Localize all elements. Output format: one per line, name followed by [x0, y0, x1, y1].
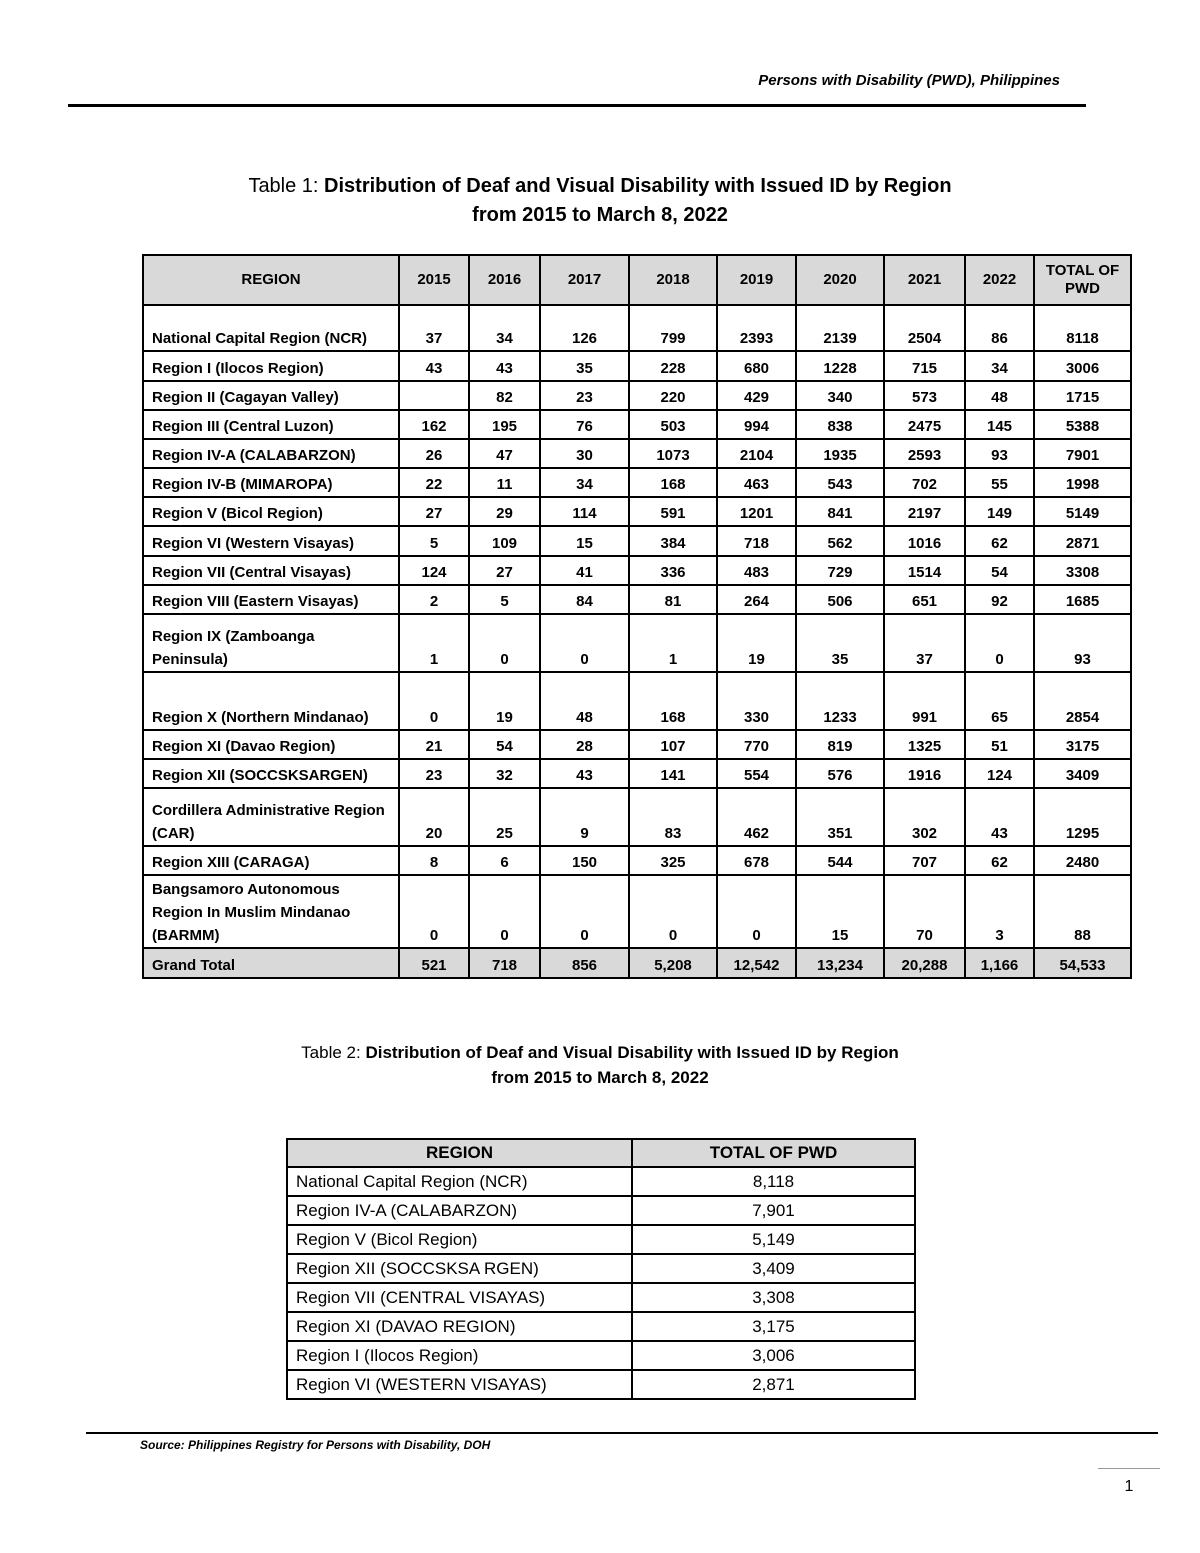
- value-cell: 3,409: [632, 1254, 915, 1283]
- table-row: [287, 1283, 915, 1312]
- grand-total-value: 5,208: [629, 948, 717, 978]
- table1-header-cell: 2016: [469, 255, 540, 305]
- value-cell: 0: [399, 672, 469, 730]
- value-cell: 5: [399, 526, 469, 556]
- value-cell: 9: [540, 788, 629, 846]
- table2-title-lead: Table 2:: [301, 1043, 361, 1062]
- value-cell: 325: [629, 846, 717, 875]
- value-cell: 51: [965, 730, 1034, 759]
- table-row: [143, 305, 1131, 351]
- region-name-cell: Region VI (Western Visayas): [143, 526, 399, 556]
- value-cell: 35: [796, 614, 884, 672]
- table2-header-cell: REGION: [287, 1139, 632, 1167]
- table1-header-cell: 2017: [540, 255, 629, 305]
- value-cell: 2104: [717, 439, 796, 468]
- value-cell: 506: [796, 585, 884, 614]
- region-name-cell: Region XI (Davao Region): [143, 730, 399, 759]
- source-note: Source: Philippines Registry for Persons with Disability, DOH: [140, 1438, 491, 1452]
- page-number: 1: [1124, 1478, 1134, 1495]
- value-cell: 0: [965, 614, 1034, 672]
- value-cell: 7901: [1034, 439, 1131, 468]
- value-cell: 0: [399, 875, 469, 948]
- value-cell: 109: [469, 526, 540, 556]
- table-row: [143, 788, 1131, 846]
- value-cell: 41: [540, 556, 629, 585]
- value-cell: 573: [884, 381, 965, 410]
- value-cell: 15: [796, 875, 884, 948]
- value-cell: 54: [469, 730, 540, 759]
- value-cell: 991: [884, 672, 965, 730]
- value-cell: 30: [540, 439, 629, 468]
- table-row: [287, 1167, 915, 1196]
- table1-header-cell: REGION: [143, 255, 399, 305]
- value-cell: 86: [965, 305, 1034, 351]
- value-cell: [399, 381, 469, 410]
- table1-header-cell: 2018: [629, 255, 717, 305]
- grand-total-value: 20,288: [884, 948, 965, 978]
- value-cell: 43: [399, 351, 469, 381]
- value-cell: 0: [629, 875, 717, 948]
- region-name-cell: Region XII (SOCCSKSA RGEN): [287, 1254, 632, 1283]
- table-row: [143, 614, 1131, 672]
- value-cell: 1: [399, 614, 469, 672]
- value-cell: 2197: [884, 497, 965, 526]
- value-cell: 11: [469, 468, 540, 497]
- region-name-cell: Region V (Bicol Region): [287, 1225, 632, 1254]
- value-cell: 37: [399, 305, 469, 351]
- table-row: [287, 1196, 915, 1225]
- table-row: [143, 556, 1131, 585]
- table-row: [143, 468, 1131, 497]
- value-cell: 70: [884, 875, 965, 948]
- value-cell: 1073: [629, 439, 717, 468]
- value-cell: 114: [540, 497, 629, 526]
- table-row: [287, 1312, 915, 1341]
- value-cell: 23: [540, 381, 629, 410]
- table2: [286, 1138, 916, 1400]
- value-cell: 54: [965, 556, 1034, 585]
- value-cell: 0: [540, 614, 629, 672]
- value-cell: 43: [965, 788, 1034, 846]
- value-cell: 3,308: [632, 1283, 915, 1312]
- grand-total-label: Grand Total: [143, 948, 399, 978]
- value-cell: 544: [796, 846, 884, 875]
- value-cell: 32: [469, 759, 540, 788]
- value-cell: 2: [399, 585, 469, 614]
- value-cell: 715: [884, 351, 965, 381]
- value-cell: 562: [796, 526, 884, 556]
- grand-total-value: 12,542: [717, 948, 796, 978]
- value-cell: 27: [399, 497, 469, 526]
- value-cell: 729: [796, 556, 884, 585]
- value-cell: 429: [717, 381, 796, 410]
- table1-header-cell: 2019: [717, 255, 796, 305]
- value-cell: 55: [965, 468, 1034, 497]
- value-cell: 2871: [1034, 526, 1131, 556]
- value-cell: 3409: [1034, 759, 1131, 788]
- value-cell: 799: [629, 305, 717, 351]
- value-cell: 680: [717, 351, 796, 381]
- table2-header-cell: TOTAL OF PWD: [632, 1139, 915, 1167]
- value-cell: 340: [796, 381, 884, 410]
- value-cell: 19: [717, 614, 796, 672]
- table1-header-cell: 2015: [399, 255, 469, 305]
- value-cell: 554: [717, 759, 796, 788]
- table-row: [143, 846, 1131, 875]
- value-cell: 2854: [1034, 672, 1131, 730]
- value-cell: 76: [540, 410, 629, 439]
- value-cell: 21: [399, 730, 469, 759]
- region-name-cell: Region VI (WESTERN VISAYAS): [287, 1370, 632, 1399]
- value-cell: 503: [629, 410, 717, 439]
- grand-total-value: 13,234: [796, 948, 884, 978]
- table1-header-row: [143, 255, 1131, 305]
- value-cell: 707: [884, 846, 965, 875]
- table2-title-text: Distribution of Deaf and Visual Disability with Issued ID by Region: [360, 1043, 899, 1062]
- grand-total-value: 1,166: [965, 948, 1034, 978]
- table1-title-lead: Table 1:: [248, 175, 319, 197]
- table1-header-cell: 2022: [965, 255, 1034, 305]
- value-cell: 3308: [1034, 556, 1131, 585]
- value-cell: 168: [629, 468, 717, 497]
- table-row: [143, 526, 1131, 556]
- grand-total-row: [143, 948, 1131, 978]
- grand-total-value: 54,533: [1034, 948, 1131, 978]
- table1-header-cell: 2020: [796, 255, 884, 305]
- value-cell: 62: [965, 526, 1034, 556]
- value-cell: 20: [399, 788, 469, 846]
- value-cell: 195: [469, 410, 540, 439]
- value-cell: 34: [965, 351, 1034, 381]
- value-cell: 82: [469, 381, 540, 410]
- value-cell: 838: [796, 410, 884, 439]
- value-cell: 591: [629, 497, 717, 526]
- value-cell: 1295: [1034, 788, 1131, 846]
- value-cell: 2504: [884, 305, 965, 351]
- value-cell: 107: [629, 730, 717, 759]
- value-cell: 330: [717, 672, 796, 730]
- value-cell: 2475: [884, 410, 965, 439]
- region-name-cell: Region XIII (CARAGA): [143, 846, 399, 875]
- table-row: [287, 1225, 915, 1254]
- grand-total-value: 521: [399, 948, 469, 978]
- table1-title-text: Distribution of Deaf and Visual Disability with Issued ID by Region: [318, 175, 952, 197]
- region-name-cell: Region I (Ilocos Region): [287, 1341, 632, 1370]
- value-cell: 8,118: [632, 1167, 915, 1196]
- table-row: [287, 1254, 915, 1283]
- value-cell: 81: [629, 585, 717, 614]
- value-cell: 3006: [1034, 351, 1131, 381]
- value-cell: 841: [796, 497, 884, 526]
- grand-total-value: 718: [469, 948, 540, 978]
- value-cell: 770: [717, 730, 796, 759]
- region-name-cell: Bangsamoro Autonomous Region In Muslim Mindanao (BARMM): [143, 875, 399, 948]
- table1: [142, 254, 1132, 979]
- value-cell: 34: [540, 468, 629, 497]
- value-cell: 35: [540, 351, 629, 381]
- value-cell: 0: [469, 875, 540, 948]
- value-cell: 1935: [796, 439, 884, 468]
- value-cell: 62: [965, 846, 1034, 875]
- value-cell: 93: [965, 439, 1034, 468]
- region-name-cell: Region III (Central Luzon): [143, 410, 399, 439]
- value-cell: 1201: [717, 497, 796, 526]
- value-cell: 145: [965, 410, 1034, 439]
- value-cell: 141: [629, 759, 717, 788]
- value-cell: 1715: [1034, 381, 1131, 410]
- table-row: [143, 875, 1131, 948]
- value-cell: 8: [399, 846, 469, 875]
- value-cell: 5,149: [632, 1225, 915, 1254]
- value-cell: 124: [965, 759, 1034, 788]
- value-cell: 168: [629, 672, 717, 730]
- region-name-cell: Region I (Ilocos Region): [143, 351, 399, 381]
- value-cell: 678: [717, 846, 796, 875]
- table1-title-line2: from 2015 to March 8, 2022: [472, 204, 728, 226]
- value-cell: 0: [717, 875, 796, 948]
- value-cell: 0: [469, 614, 540, 672]
- region-name-cell: Cordillera Administrative Region (CAR): [143, 788, 399, 846]
- value-cell: 150: [540, 846, 629, 875]
- value-cell: 48: [965, 381, 1034, 410]
- value-cell: 994: [717, 410, 796, 439]
- value-cell: 384: [629, 526, 717, 556]
- value-cell: 1916: [884, 759, 965, 788]
- region-name-cell: Region V (Bicol Region): [143, 497, 399, 526]
- grand-total-value: 856: [540, 948, 629, 978]
- value-cell: 3: [965, 875, 1034, 948]
- table-row: [287, 1370, 915, 1399]
- region-name-cell: Region IV-B (MIMAROPA): [143, 468, 399, 497]
- value-cell: 47: [469, 439, 540, 468]
- value-cell: 7,901: [632, 1196, 915, 1225]
- table2-header-row: [287, 1139, 915, 1167]
- value-cell: 483: [717, 556, 796, 585]
- footer-divider: [86, 1432, 1158, 1434]
- value-cell: 88: [1034, 875, 1131, 948]
- value-cell: 162: [399, 410, 469, 439]
- value-cell: 576: [796, 759, 884, 788]
- region-name-cell: National Capital Region (NCR): [143, 305, 399, 351]
- region-name-cell: Region VII (Central Visayas): [143, 556, 399, 585]
- value-cell: 220: [629, 381, 717, 410]
- region-name-cell: National Capital Region (NCR): [287, 1167, 632, 1196]
- running-header: Persons with Disability (PWD), Philippines: [758, 72, 1060, 89]
- value-cell: 2393: [717, 305, 796, 351]
- table-row: [143, 497, 1131, 526]
- table-row: [143, 439, 1131, 468]
- value-cell: 264: [717, 585, 796, 614]
- value-cell: 463: [717, 468, 796, 497]
- region-name-cell: Region X (Northern Mindanao): [143, 672, 399, 730]
- value-cell: 34: [469, 305, 540, 351]
- value-cell: 1: [629, 614, 717, 672]
- value-cell: 92: [965, 585, 1034, 614]
- region-name-cell: Region IV-A (CALABARZON): [143, 439, 399, 468]
- table-row: [143, 730, 1131, 759]
- value-cell: 124: [399, 556, 469, 585]
- value-cell: 23: [399, 759, 469, 788]
- value-cell: 2139: [796, 305, 884, 351]
- value-cell: 2480: [1034, 846, 1131, 875]
- value-cell: 228: [629, 351, 717, 381]
- value-cell: 6: [469, 846, 540, 875]
- region-name-cell: Region II (Cagayan Valley): [143, 381, 399, 410]
- value-cell: 22: [399, 468, 469, 497]
- value-cell: 37: [884, 614, 965, 672]
- value-cell: 3,175: [632, 1312, 915, 1341]
- value-cell: 84: [540, 585, 629, 614]
- table-row: [143, 351, 1131, 381]
- value-cell: 718: [717, 526, 796, 556]
- value-cell: 83: [629, 788, 717, 846]
- value-cell: 2593: [884, 439, 965, 468]
- value-cell: 1228: [796, 351, 884, 381]
- value-cell: 1514: [884, 556, 965, 585]
- region-name-cell: Region IV-A (CALABARZON): [287, 1196, 632, 1225]
- table-row: [143, 759, 1131, 788]
- value-cell: 5: [469, 585, 540, 614]
- table2-title: [140, 1041, 1060, 1090]
- table-row: [143, 672, 1131, 730]
- value-cell: 336: [629, 556, 717, 585]
- value-cell: 302: [884, 788, 965, 846]
- value-cell: 1998: [1034, 468, 1131, 497]
- table-row: [143, 585, 1131, 614]
- value-cell: 5388: [1034, 410, 1131, 439]
- value-cell: 651: [884, 585, 965, 614]
- value-cell: 26: [399, 439, 469, 468]
- value-cell: 19: [469, 672, 540, 730]
- table1-header-cell: TOTAL OF PWD: [1034, 255, 1131, 305]
- region-name-cell: Region IX (Zamboanga Peninsula): [143, 614, 399, 672]
- table1-title: [140, 172, 1060, 230]
- table-row: [143, 410, 1131, 439]
- value-cell: 0: [540, 875, 629, 948]
- value-cell: 43: [469, 351, 540, 381]
- region-name-cell: Region XI (DAVAO REGION): [287, 1312, 632, 1341]
- table-row: [143, 381, 1131, 410]
- value-cell: 28: [540, 730, 629, 759]
- value-cell: 2,871: [632, 1370, 915, 1399]
- region-name-cell: Region VIII (Eastern Visayas): [143, 585, 399, 614]
- value-cell: 462: [717, 788, 796, 846]
- value-cell: 27: [469, 556, 540, 585]
- page-number-rule: [1098, 1468, 1160, 1469]
- value-cell: 48: [540, 672, 629, 730]
- value-cell: 543: [796, 468, 884, 497]
- value-cell: 819: [796, 730, 884, 759]
- value-cell: 5149: [1034, 497, 1131, 526]
- table-row: [287, 1341, 915, 1370]
- value-cell: 43: [540, 759, 629, 788]
- value-cell: 3175: [1034, 730, 1131, 759]
- region-name-cell: Region VII (CENTRAL VISAYAS): [287, 1283, 632, 1312]
- table2-title-line2: from 2015 to March 8, 2022: [491, 1067, 709, 1087]
- value-cell: 93: [1034, 614, 1131, 672]
- value-cell: 15: [540, 526, 629, 556]
- value-cell: 1325: [884, 730, 965, 759]
- value-cell: 149: [965, 497, 1034, 526]
- region-name-cell: Region XII (SOCCSKSARGEN): [143, 759, 399, 788]
- value-cell: 8118: [1034, 305, 1131, 351]
- value-cell: 65: [965, 672, 1034, 730]
- value-cell: 1016: [884, 526, 965, 556]
- value-cell: 25: [469, 788, 540, 846]
- value-cell: 702: [884, 468, 965, 497]
- value-cell: 1233: [796, 672, 884, 730]
- value-cell: 29: [469, 497, 540, 526]
- value-cell: 3,006: [632, 1341, 915, 1370]
- table1-header-cell: 2021: [884, 255, 965, 305]
- value-cell: 1685: [1034, 585, 1131, 614]
- value-cell: 351: [796, 788, 884, 846]
- value-cell: 126: [540, 305, 629, 351]
- header-divider: [68, 104, 1086, 107]
